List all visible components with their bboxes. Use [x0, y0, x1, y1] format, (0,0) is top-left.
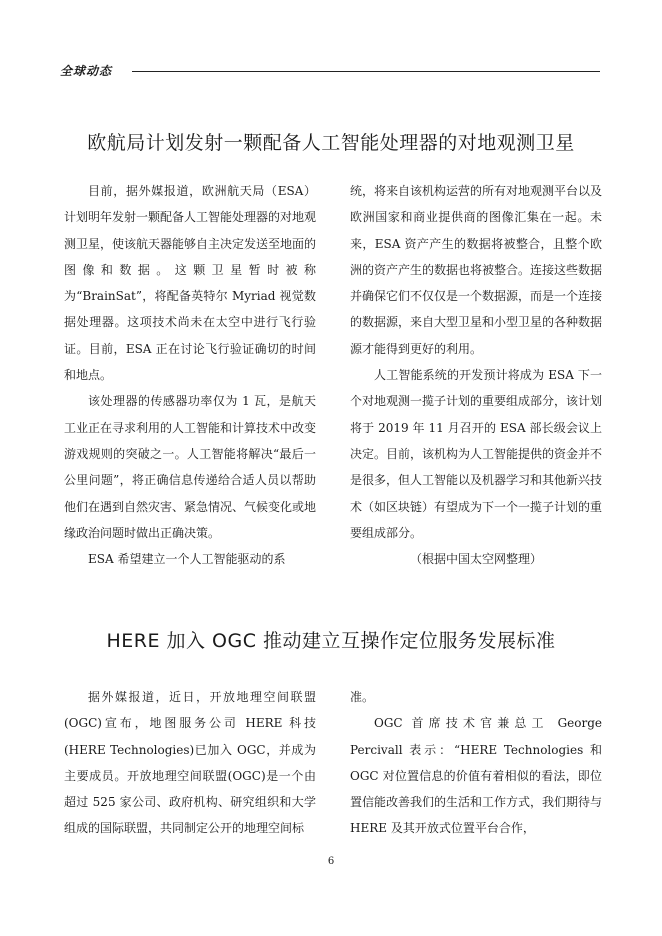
article-1-source: （根据中国太空网整理） [409, 552, 542, 567]
article-2-right-column [350, 684, 602, 842]
page-number: 6 [327, 856, 335, 867]
article-2-paragraph-1: 据外媒报道，近日，开放地理空间联盟(OGC)宣布，地图服务公司 HERE 科技(HERE Technologies)已加入 OGC，并成为主要成员。开放地理空间联盟(OGC)是一个由超过 525 家公司、政府机构、研究组织和大学组成的国际联盟，共同制定公开的地理空间标 [64, 690, 316, 836]
running-header [60, 62, 600, 82]
article-2-left-column [64, 684, 316, 842]
article-1-paragraph-3-continued: 统，将来自该机构运营的所有对地观测平台以及欧洲国家和商业提供商的图像汇集在一起。未来，ESA 资产产生的数据将被整合，且整个欧洲的资产产生的数据也将被整合。连接这些数据并确保它们不仅仅是一个数据源，而是一个连接的数据源，来自大型卫星和小型卫星的各种数据源才能得到更好的利用。 [350, 184, 603, 356]
article-1-paragraph-3: ESA 希望建立一个人工智能驱动的系 [88, 552, 286, 567]
article-1-paragraph-2: 该处理器的传感器功率仅为 1 瓦，是航天工业正在寻求利用的人工智能和计算技术中改变游戏规则的突破之一。人工智能将解决“最后一公里问题”，将正确信息传递给合适人员以帮助他们在遇到自然灾害、紧急情况、气候变化或地缘政治问题时做出正确决策。 [64, 394, 317, 540]
article-1-left-column [64, 178, 316, 572]
article-2-paragraph-2: OGC 首席技术官兼总工 George Percivall 表示：“HERE Technologies 和 OGC 对位置信息的价值有着相似的看法，即位置信能改善我们的生活和工作方式，我们期待与 HERE 及其开放式位置平台合作， [350, 716, 603, 836]
article-1-right-column [350, 178, 602, 572]
article-1-paragraph-4: 人工智能系统的开发预计将成为 ESA 下一个对地观测一揽子计划的重要组成部分，该计划将于 2019 年 11 月召开的 ESA 部长级会议上决定。目前，该机构为人工智能提供的资金并不是很多，但人工智能以及机器学习和其他新兴技术（如区块链）有望成为下一个一揽子计划的重要组成部分。 [350, 368, 603, 540]
article-2-title: HERE 加入 OGC 推动建立互操作定位服务发展标准 [106, 630, 556, 652]
article-1-title: 欧航局计划发射一颗配备人工智能处理器的对地观测卫星 [87, 132, 575, 154]
section-label: 全球动态 [60, 64, 113, 78]
article-1-paragraph-1: 目前，据外媒报道，欧洲航天局（ESA）计划明年发射一颗配备人工智能处理器的对地观测卫星，使该航天器能够自主决定发送至地面的图像和数据。这颗卫星暂时被称为“BrainSat”，将配备英特尔 Myriad 视觉数据处理器。这项技术尚未在太空中进行飞行验证。目前，ESA 正在讨论飞行验证确切的时间和地点。 [64, 184, 317, 383]
header-rule [132, 71, 600, 72]
article-2-paragraph-1-continued: 准。 [350, 690, 375, 704]
